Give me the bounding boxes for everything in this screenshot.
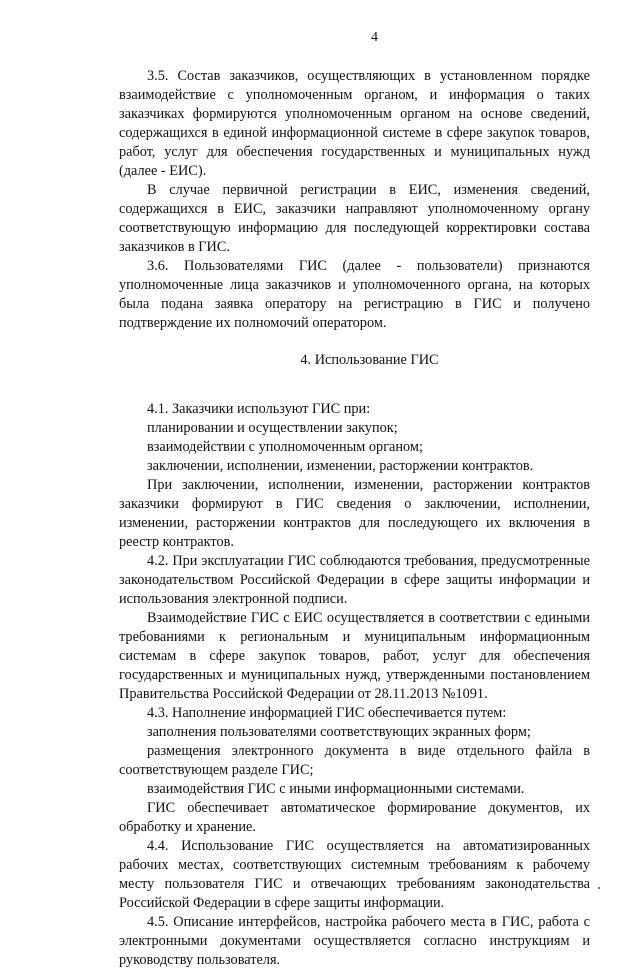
paragraph-3-5-continued: В случае первичной регистрации в ЕИС, изменения сведений, содержащихся в ЕИС, заказчики направляют уполномоченному органу соответствующую информацию для последующей корректировки состава заказчиков в ГИС. bbox=[119, 182, 590, 255]
section-4-body bbox=[119, 400, 590, 970]
section-3-continued bbox=[119, 67, 590, 333]
paragraph-4-1-continued: При заключении, исполнении, изменении, расторжении контрактов заказчики формируют в ГИС сведения о заключении, исполнении, изменении, расторжении контрактов для последующего их включения в реестр контрактов. bbox=[119, 477, 590, 550]
list-item: заключении, исполнении, изменении, расторжении контрактов. bbox=[147, 458, 534, 474]
paragraph-4-3: 4.3. Наполнение информацией ГИС обеспечивается путем: bbox=[147, 705, 507, 721]
scan-speck bbox=[598, 887, 600, 889]
paragraph-4-1: 4.1. Заказчики используют ГИС при: bbox=[147, 401, 371, 417]
paragraph-4-4: 4.4. Использование ГИС осуществляется на автоматизированных рабочих местах, соответствующих системным требованиям к рабочему месту пользователя ГИС и отвечающих требованиям законодательства Российской Федерации в сфере защиты информации. bbox=[119, 838, 590, 911]
page-number: 4 bbox=[371, 30, 378, 45]
list-item: планировании и осуществлении закупок; bbox=[147, 420, 398, 436]
list-item: взаимодействии с уполномоченным органом; bbox=[147, 439, 423, 455]
paragraph-4-5: 4.5. Описание интерфейсов, настройка рабочего места в ГИС, работа с электронными документами осуществляется согласно инструкциям и руководству пользователя. bbox=[119, 914, 590, 968]
section-heading: 4. Использование ГИС bbox=[300, 352, 439, 368]
paragraph-4-2: 4.2. При эксплуатации ГИС соблюдаются требования, предусмотренные законодательством Российской Федерации в сфере защиты информации и использования электронной подписи. bbox=[119, 553, 590, 607]
list-item: взаимодействия ГИС с иными информационными системами. bbox=[147, 781, 525, 797]
paragraph-3-5: 3.5. Состав заказчиков, осуществляющих в установленном порядке взаимодействие с уполномоченным органом, и информация о таких заказчиках формируются уполномоченным органом на основе сведений, содержащихся в единой информационной системе в сфере закупок товаров, работ, услуг для обеспечения государственных и муниципальных нужд (далее - ЕИС). bbox=[119, 68, 590, 179]
paragraph-4-2-continued: Взаимодействие ГИС с ЕИС осуществляется в соответствии с едиными требованиями к региональным и муниципальным информационным системам в сфере закупок товаров, работ, услуг для обеспечения государственных и муниципальных нужд, утвержденными постановлением Правительства Российской Федерации от 28.11.2013 №1091. bbox=[119, 610, 590, 702]
list-item: размещения электронного документа в виде отдельного файла в соответствующем разделе ГИС; bbox=[119, 743, 590, 778]
paragraph-3-6: 3.6. Пользователями ГИС (далее - пользователи) признаются уполномоченные лица заказчиков и уполномоченного органа, на которых была подана заявка оператору на регистрацию в ГИС и получено подтверждение их полномочий оператором. bbox=[119, 258, 590, 331]
paragraph-4-3-continued: ГИС обеспечивает автоматическое формирование документов, их обработку и хранение. bbox=[119, 800, 590, 835]
list-item: заполнения пользователями соответствующих экранных форм; bbox=[147, 724, 531, 740]
